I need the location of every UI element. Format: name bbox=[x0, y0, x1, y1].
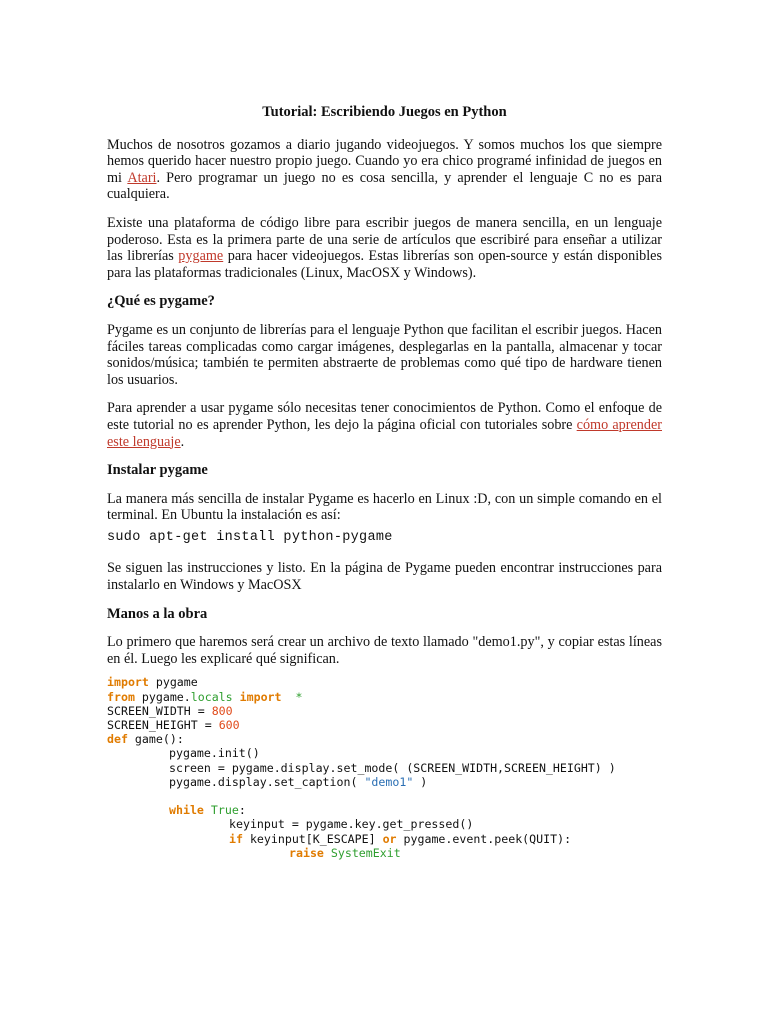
python-learning-paragraph bbox=[107, 400, 662, 450]
text-span: para hacer videojuegos. Estas librerías son open-source y están disponibles para las plataformas tradicionales (Linux, MacOSX y Windows). bbox=[107, 248, 662, 281]
code-builtin: SystemExit bbox=[323, 845, 401, 860]
text-span: Muchos de nosotros gozamos a diario jugando videojuegos. Y somos muchos los que siempre hemos querido hacer nuestro propio juego. Cuando yo era chico programé infinidad de juegos en mi bbox=[107, 136, 662, 186]
instructions-paragraph: Se siguen las instrucciones y listo. En la página de Pygame pueden encontrar instrucciones para instalarlo en Windows y MacOSX bbox=[107, 560, 662, 594]
code-keyword: import bbox=[107, 675, 149, 690]
section-heading-what-is-pygame: ¿Qué es pygame? bbox=[107, 293, 215, 310]
document-title: Tutorial: Escribiendo Juegos en Python bbox=[262, 104, 507, 120]
atari-link[interactable]: Atari bbox=[127, 169, 157, 186]
code-number: 600 bbox=[218, 718, 240, 733]
code-keyword: raise bbox=[289, 845, 324, 860]
text-span: Existe una plataforma de código libre para escribir juegos de manera sencilla, en un lenguaje poderoso. Esta es la primera parte de una serie de artículos que escribiré para enseñar a utilizar las librerías bbox=[107, 214, 662, 265]
code-builtin: True bbox=[203, 803, 239, 818]
code-text: SCREEN_WIDTH = bbox=[107, 703, 212, 718]
code-keyword: def bbox=[107, 732, 128, 747]
code-text: : bbox=[238, 803, 246, 818]
code-text: keyinput[K_ESCAPE] bbox=[242, 831, 383, 846]
pygame-link[interactable]: pygame bbox=[178, 248, 224, 265]
code-text: screen = pygame.display.set_mode( (SCREEN_WIDTH,SCREEN_HEIGHT) ) bbox=[169, 760, 616, 775]
demo-file-paragraph: Lo primero que haremos será crear un archivo de texto llamado "demo1.py", y copiar estas líneas en él. Luego les explicaré qué significan. bbox=[107, 634, 662, 667]
code-text: game(): bbox=[127, 732, 184, 747]
text-span: Para aprender a usar pygame sólo necesitas tener conocimientos de Python. Como el enfoque de este tutorial no es aprender Python, les dejo la página oficial con tutoriales sobre bbox=[107, 400, 662, 433]
code-string: "demo1" bbox=[364, 774, 414, 789]
code-keyword: while bbox=[169, 803, 204, 818]
intro-paragraph bbox=[107, 137, 662, 203]
code-block bbox=[107, 675, 662, 860]
pygame-description-paragraph: Pygame es un conjunto de librerías para el lenguaje Python que facilitan el escribir juegos. Hacen fáciles tareas complicadas como cargar imágenes, desplegarlas en la pantalla, almacenar y tocar sonidos/música; también te permiten abstraerte de problemas como qué tipo de hardware tienen los usuarios. bbox=[107, 321, 662, 388]
code-number: 800 bbox=[211, 703, 233, 718]
code-text: SCREEN_HEIGHT = bbox=[107, 718, 219, 733]
code-text: pygame. bbox=[134, 689, 191, 704]
code-text: pygame.init() bbox=[169, 746, 260, 761]
code-keyword: from bbox=[107, 689, 135, 704]
code-module: locals bbox=[190, 689, 233, 704]
section-heading-hands-on: Manos a la obra bbox=[107, 605, 208, 622]
code-keyword: if bbox=[229, 831, 243, 846]
code-text: pygame.event.peek(QUIT): bbox=[396, 831, 572, 846]
section-heading-install: Instalar pygame bbox=[107, 462, 208, 479]
learn-python-link[interactable]: cómo aprender este lenguaje bbox=[107, 416, 662, 450]
document-content bbox=[107, 104, 662, 860]
text-span: . bbox=[180, 433, 185, 450]
code-text: pygame.display.set_caption( bbox=[169, 774, 365, 789]
code-text: pygame bbox=[148, 675, 198, 690]
text-span: . Pero programar un juego no es cosa sencilla, y aprender el lenguaje C no es para cualquiera. bbox=[107, 169, 662, 203]
code-keyword: or bbox=[382, 831, 397, 846]
install-paragraph: La manera más sencilla de instalar Pygame es hacerlo en Linux :D, con un simple comando en el terminal. En Ubuntu la instalación es así: bbox=[107, 490, 662, 524]
code-keyword: import bbox=[232, 689, 282, 704]
code-star: * bbox=[281, 689, 303, 704]
install-command: sudo apt-get install python-pygame bbox=[107, 529, 393, 545]
code-text: ) bbox=[413, 774, 428, 789]
code-text: keyinput = pygame.key.get_pressed() bbox=[229, 817, 474, 832]
platform-paragraph bbox=[107, 215, 662, 281]
